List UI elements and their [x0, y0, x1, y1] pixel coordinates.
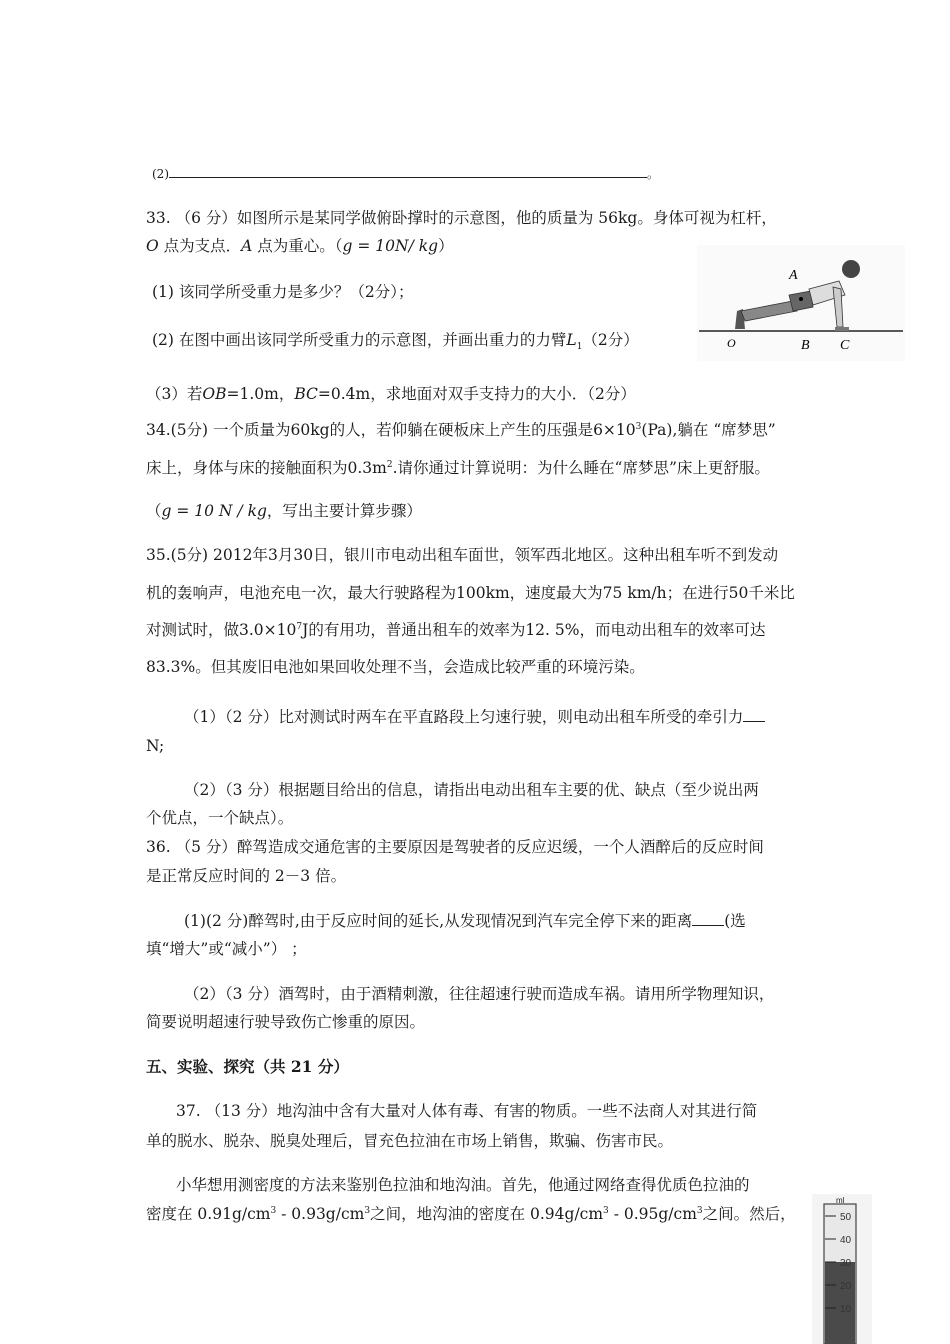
q35-sub1-end: N;	[146, 737, 165, 755]
period: 。	[647, 167, 660, 181]
hand	[835, 327, 849, 331]
text: (2) 在图中画出该同学所受重力的示意图，并画出重力的力臂	[152, 331, 567, 349]
text: ）	[438, 237, 454, 255]
q35-sub2-line1: （2）（3 分）根据题目给出的信息，请指出电动出租车主要的优、缺点（至少说出两	[184, 781, 759, 799]
label-o: O	[727, 336, 736, 350]
text: 点为重心。（	[252, 237, 343, 255]
tick-label: 20	[840, 1281, 852, 1292]
q33-line2	[146, 235, 454, 257]
gravity-center-dot	[799, 297, 803, 301]
text: 之间。然后，	[702, 1205, 796, 1223]
text: 对测试时，做3.0×10	[146, 621, 297, 639]
q34-line1	[146, 419, 776, 441]
text: (选	[724, 912, 746, 930]
label-b: B	[801, 338, 810, 353]
subscript: 1	[576, 342, 583, 353]
tick-label: 30	[840, 1258, 852, 1269]
q33-sub1: (1) 该同学所受重力是多少？（2分）；	[152, 283, 414, 301]
q36-sub2-line1: （2）（3 分）酒驾时，由于酒精刺激，往往超速行驶而造成车祸。请用所学物理知识，	[184, 985, 775, 1003]
q34-line2	[146, 457, 770, 479]
text: (1)(2 分)醉驾时,由于反应时间的延长,从发现情况到汽车完全停下来的距离	[184, 912, 693, 930]
q35-line1: 35.(5分) 2012年3月30日，银川市电动出租车面世，领军西北地区。这种出租车听不到发动	[146, 546, 779, 564]
tick-label: 50	[840, 1212, 852, 1223]
q36-sub1-line2: 填“增大”或“减小”） ；	[146, 940, 307, 958]
text: 点为支点．	[158, 237, 242, 255]
text: =0.4m，求地面对双手支持力的大小．（2分）	[317, 385, 636, 403]
q35-line2: 机的轰响声，电池充电一次，最大行驶路程为100km，速度最大为75 km/h；在进行50千米比	[146, 584, 795, 602]
text: 34.(5分) 一个质量为60kg的人，若仰躺在硬板床上产生的压强是6×10	[146, 421, 636, 439]
q35-sub1	[184, 706, 765, 728]
liquid	[825, 1262, 855, 1344]
q37-line2: 单的脱水、脱杂、脱臭处理后，冒充色拉油在市场上销售，欺骗、伤害市民。	[146, 1132, 674, 1150]
tick-label: 10	[840, 1304, 852, 1315]
item-number: (2)	[152, 167, 169, 181]
q37-line1: 37. （13 分）地沟油中含有大量对人体有毒、有害的物质。一些不法商人对其进行简	[176, 1102, 758, 1120]
text: （3）若	[146, 385, 203, 403]
q37-line4	[146, 1203, 796, 1225]
superscript: 3	[696, 1205, 703, 1216]
text: 之间，地沟油的密度在 0.94g/cm	[370, 1205, 604, 1223]
text: - 0.93g/cm	[276, 1205, 365, 1223]
text: J的有用功，普通出租车的效率为12. 5%，而电动出租车的效率可达	[302, 621, 766, 639]
text: ，写出主要计算步骤）	[266, 502, 422, 520]
pivot-label: O	[146, 237, 159, 255]
tick-label: 40	[840, 1235, 852, 1246]
pushup-figure	[697, 245, 905, 361]
section-title: 五、实验、探究（共 21 分）	[146, 1057, 349, 1076]
superscript: 3	[364, 1205, 371, 1216]
text: （1）（2 分）比对测试时两车在平直路段上匀速行驶，则电动出租车所受的牵引力	[184, 708, 744, 726]
text: 床上，身体与床的接触面积为0.3m	[146, 459, 387, 477]
text: .请你通过计算说明：为什么睡在“席梦思”床上更舒服。	[392, 459, 770, 477]
answer-blank[interactable]	[692, 911, 724, 926]
g-formula: g = 10N/ kg	[342, 237, 439, 255]
superscript: 3	[635, 421, 642, 432]
q35-line4: 83.3%。但其废旧电池如果回收处理不当，会造成比较严重的环境污染。	[146, 658, 645, 676]
q33-line1: 33. （6 分）如图所示是某同学做俯卧撑时的示意图，他的质量为 56kg。身体可视为杠杆，	[146, 209, 777, 227]
text: （	[146, 502, 162, 520]
bc-label: BC	[294, 385, 318, 403]
label-a: A	[789, 268, 798, 283]
measuring-cylinder	[812, 1194, 872, 1344]
superscript: 3	[270, 1205, 277, 1216]
center-label: A	[241, 237, 253, 255]
q33-sub2	[152, 329, 639, 351]
text: （2分）	[582, 331, 639, 349]
text: (Pa),躺在 “席梦思”	[641, 421, 776, 439]
answer-blank[interactable]	[169, 163, 647, 178]
q35-line3	[146, 619, 766, 641]
lever-arm-symbol: L	[566, 331, 577, 349]
unit-label: ml	[836, 1196, 845, 1205]
superscript: 3	[603, 1205, 609, 1216]
q36-sub1	[184, 910, 746, 932]
superscript: 7	[296, 621, 303, 632]
q36-line1: 36. （5 分）醉驾造成交通危害的主要原因是驾驶者的反应迟缓，一个人酒醉后的反应时间	[146, 838, 764, 856]
superscript: 2	[386, 459, 393, 470]
g-formula: g = 10 N / kg	[161, 502, 267, 520]
ob-label: OB	[202, 385, 227, 403]
q33-sub3	[146, 383, 636, 405]
text: =1.0m，	[226, 385, 295, 403]
previous-answer-line	[152, 163, 659, 185]
text: - 0.95g/cm	[608, 1205, 697, 1223]
answer-blank[interactable]	[743, 707, 765, 722]
text: 密度在 0.91g/cm	[146, 1205, 271, 1223]
label-c: C	[840, 338, 850, 353]
q37-line3: 小华想用测密度的方法来鉴别色拉油和地沟油。首先，他通过网络查得优质色拉油的	[176, 1176, 750, 1194]
q35-sub2-line2: 个优点，一个缺点）。	[146, 809, 294, 827]
q36-line2: 是正常反应时间的 2－3 倍。	[146, 867, 347, 885]
q34-line3	[146, 500, 422, 522]
q36-sub2-line2: 简要说明超速行驶导致伤亡惨重的原因。	[146, 1013, 426, 1031]
head	[842, 260, 860, 278]
